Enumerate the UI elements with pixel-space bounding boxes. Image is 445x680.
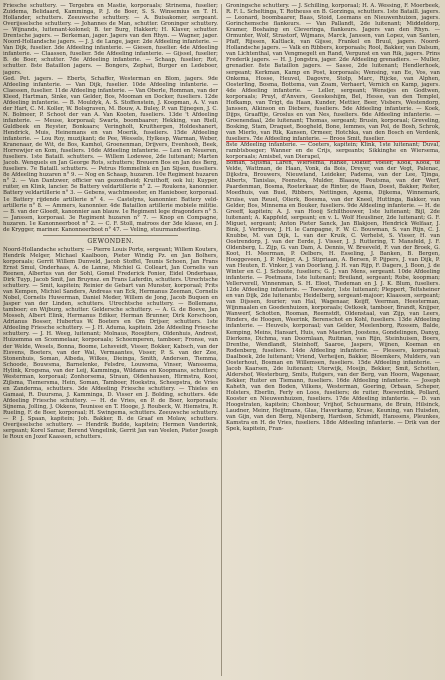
right-column (226, 3, 440, 677)
casualty-list-block: Groningsche schuttery. — J. Schilling, korporaal; H. A. Wessing, F. Moerbeek, R. F. L. Scheltinga, T. Rotheuss en B. Gorzinga, schutters. 1ste Bataill. jagers. — Leonard, boombaarer, Baas, Stoid, Leemans en Nieuwenhuizen, jagers. Gorinchemsche flankeurs. — Van Pallandt, 2de luitenant; Middeldorp, Kramer, Boshaing en Cleveringa, flankeurs. Jagers van den Rhyn. — Ormunter, Wolf, Strastorf, Wijmans, Marck, Janssen, van Lopez, van Santen, Pfaff, Rijssen, Kaltlack, van Gijsse, Frankel en Bruul, jagers. Noord-Hollandsche jagers. — Valk en Ribbers, korporaals; Rool, Bakker, van Dalsum, van Lichtenthal, van Vengmegelt en Rand, Vergunst en van Rik, jagers. Prins Frederik jagers. — H. J. Jongstra, jager. 2de Afdeeling grenadiers. — Muller, grenadier. 8ste Bataillon jagers. — Sasse, 2de luitenant; Hendlerhoek, sergeant; Kerkman, Kamp en Post, korporaals; Wensing, van Ee, Vos, van Onkema, Hosse, Heuvel, Dagovre, Stolp, Marc, Rijcke, van Alphen, Oosterling, Bosma, Bottema, van Zoam, Verhaert, Vernich en Kamp, jagers. 4de Afdeeling infanterie. — Leller, sergeant; Wensijes en Godtwen, korporaals; Pruyl, d'Anvers, Geeskeshijm, Bel, Hesse, van den Templel, Hofkamp, van Trigt, da Haan, Kunder, Mettier, Beer, Visbers, Westendorp, Janssen, Alkinson en Diebers, fuseliers. 5de Afdeeling infanterie. — Koek, Dijps, Graaffije, Groslus en van Nes, fuseliers. 6de Afdeeling infanterie. — Groenendaal, 2de luitenant; Thomas, sergeant; Brusin, korporaal; Greveling, Bosking, Stam, Draquet, Boogheld, Bone, Iemmes, van Pol, de Bosh, Schrok, van Mierlo, van Rik, Kansen, Ormeer, Hotchka, van den Bosch en Verdenk, fuseliers. 7de Afdeeling infanterie. — Broos Smit, fuselier. (226, 3, 440, 143)
column-divider (221, 4, 222, 676)
left-column (3, 3, 218, 677)
section-divider (43, 235, 178, 236)
casualty-list-block: Friesche schuttery. — Tergebra en Mastie, korporaals; Strinema, fuselier; Zuidema, Belidaard, Kamminga, P. J. de Boer, S. S. Winsemius en T. H. Hollander, schutters. Zeeuwsche schuttery. — A. Buisakomer, sergeant. Overijsselsche schuttery. — Johannes de Man, schutter. Groninger schuttery. — Wijnands, luitenant-kolonel; B. ter Burg, Hakkert; H. Klaver, schutter. Drentsche jagers. — Berkeman, jager. Jagers van den Rhyn. — Wagner, jager. Noord-Hollandsche jagers. — J. J. de Lange, jager. 2de Afdeeling infanterie. — Van Dijk, fuselier. 3de Afdeeling infanterie. — Giesen, fuselier. 4de Afdeeling infanterie. — Claassen, fuselier. 5de Afdeeling infanterie. — Gijssel, fuselier; B. de Boer, schutter. 7de Afdeeling infanterie. — Schaap, fuselier; Rot, schutter. 8ste Bataillon jagers. — Bongers, Zephat, Burger en Ledeboer, jagers. (3, 3, 218, 76)
section-heading: GEWONDEN. (87, 237, 134, 245)
casualty-list-block: Boman, Sijtsma, Laren, Wiersema, Ranke, Dokter, Voeler, Kook, Kook, te Velde, Wattman, de Haan, Vonk, da Bois, Dreyer, van der Vegt, Palenac, Dijkstra, Brouwers, Nieuwland, Leideker, Padema, van der Lee, Tjinga, Alberts, Tanislas, Feenstra, Mulder, Blaauw, Poutsma, van der Werf, Paardenman, Bosma, Roeterkaar, de Rinter, de Haan, Doest, Bakker, Reiter, Moedhuis, van Buel, Ribbers, Nettingen, Agema, Dijkema, Winnemark, Kruise, van Reuel, Olierk, Boesma, van der Kneel, Huttinga, Bakker, van Gelder, Bos, Minnema en Bouker, fuseliers. 9de Afdeeling infanterie. — H. de Greeff, kapitein; A. J. van Hooij Schilthouwer, 1ste luitenant; Bijl, 2de luitenant; A. Kappfeld, sergeant; en v. L. Wolf Heusliner, 2de luitenant; G. F. Miguet, sergeant; Anton Pieter Sanck, Jan Blakjoen, Hendrick Welfaar, J. Bink, J. Verbrouw, J. H. le Campagne, F. W. C. Bouwman, S. van Rijn, C. J. Knubbe, M. van Dijk, L. van der Kruik, C. Verhelst, S. Visser, H. van Oostrendorp, J. van der Eerde, J. Visser, J. J. Ruttering, T. Mansfeld, J. F. Oldenberg, L. Zijp, G. van Dam, A. Dennis, W. Breeveld, F. van der Broek, G. Koot, H. Meerman, P. Oelbers, H. Esseling, J. Banken, B. Bergen, Hooggeveen, J. P. Meijer, A. J. Stipriaan, A. Bersen, P. Pijpers, J. van Dijk, P. van Heuten, E. Vinker, J. van Doorlang, J. H. van Rijp, F. Dagers, J. Boon, J. de Winter en C. J. Schoute, fuseliers; G. J. van Mens, sergeant. 10de Afdeeling infanterie. — Poetmans, 1ste luitenant; Breiland, sergeant; Robe, koopman; Vellerverell, Vinnenman, S. H. Eloot, Tiedeman en J. J. K. Blum, fuseliers. 12de Afdeeling infanterie. — Toewater, 1ste luitenant; Pleppert, Teltsheiner en van Dijk, 2de luitenants; Heidelberg, sergeant-majoor; Klaassen, sergeant; van Dijssen, fourier; van Hal, Wagenaar, Keijff, Veerman, Heesterman, Wijnmaalen en Goedenhuizen, korporaals; Ostkoek, tamboer, Brandt, Knijper, Wanwerf, Schotten, Rooman, Reemstdt, Oldenstaal, van Zijp, van Leers, Rinders, de Hoogen, Weerink, Berenschot en Kohl, fuseliers. 13de Afdeeling infanterie. — Heuvels, korporaal; van Gelder, Meelenborg, Rossem, Balde, Kemping, Meins, Hansart, Huis, van Maerlen, Joostens, Gondelingen, Danyg, Dierkens, Dichma, van Doornlaan, Ruitman, van Rijn, Steinhuisen, Boers, Drenthe, Wendlandt, Steinhoff, Saaroe, Jaspers, Wijnen, Koeman en Rodenberg, fuseliers. 14de Afdeeling infanterie. — Plessers, korporaal; Daalboek, 2de luitenant; Vriend, Verheijen, Bakker, Bloemkers, Mulders, van Oosterhout, Bosman en Willemsen, fuseliers. 15de Afdeeling infanterie. — Jacob Kaarsen, 2de luitenant; Uterwijk, Mosijn, Bekker, Smit, Schotten, Aldershof, Westerburg, Smits, Rutgers, van der Berg, van Hoorn, Wagenaar, Bekker, Ruiter en Tiemann, fuseliers. 16de Afdeeling infanterie. — Joseph Kaheth, van den Boden, Vilkens, Westerman, Goering, Orbaan, Scheper, Holsters, Eberlin, Ferly en Loos, fuseliers; de ruiter, Roeverdink, Pollard, Kooster en Nieuwenhuizen, fuseliers. 17de Afdeeling infanterie. — D. van Hoogstraten, kapitein; Chonbour, Vrijhof, Schuurmans, de Bruin, Hilsinck, Laudner, Meinr, Heijtmans, Glas, Haverkamp, Kruse, Keuning, van Huisden, van Gijn, van den Berg, Nijenberg, Hardson, Schmidt, Hanssens, Pleunkes, Kamstra en H. de Vries, fuseliers. 18de Afdeeling infanterie. — Drik van der Spek, kapitein, Fran- (226, 160, 440, 433)
highlighted-passage[interactable]: 8ste Afdeeling infanterie. — Coeters, kapitein; Klink, 1ste luitenant; Duval, rambtsboeger; Wanner en de Crijs, sergeants; Sikkinghe en Wiersema, korporaals; Amisbel, van Dierapel, (226, 142, 440, 161)
casualty-list-block: Noord-Hollandsche schuttery. — Pierre Louis Porte, sergeant; Willem Kouters, Hendrik Melger, Michael Kaalboon, Pieter Windig Pz. en Jan Bolhers, korporaals; Gerrit Willem Dunveld, Jacob Stoffel, Teunis Schoen, Jan Frans Ernst Smul, Onderhaas, A. de Lanne, Michiel G. Colleart, Jan Cornelis van Reenen, Albertus van der Sohl, Gomel Frederick Fonier, Eidel Onderhaas, Dirk Tuyp, Jacob Smit, Jan Bruynsz. en Frans Laferdin, schutters. Utrechtsche schuttery. — Smit, kapitein; Reinier de Gebart van Munster, korporaal; Frits van Kempen, Michiel Sanders, Andreas van Eck, Hermanus Zeeman, Cornelis Nobel, Cornelis Huwerman, Daniel Meder, Willem de Jong, Jacob Buquen en Jasper van der Linden, schutters. Utrechtsche schuttery. — Bollemans, tamboer; en Wijburg, schutter. Geldersche schuttery. — A. G. de Boeve, Jan Mosseh, Albert Elink, Hermanus Ediker, Herman Brunner, Dirk Korschoon, Adrianus Bosser, Hubertus W. Boeters en Om Drijser, schutters. 1ste Afdeeling Friesche schuttery. — J. H. Aduma, kapitein. 2de Afdeeling Friesche schuttery. — J. H. Weeg, luitenant; Molnaus, Roosjiters, Oldenhuis, Andrest, Huizemma en Scommelaar, korporaals; Schoemperen, tamboer; Fronse, van der Welde, Wesels, Bonna, Boome, Lehsveidt, Visser, Bokker, Kabsch, van der Eisvens, Boeters, van der Wal, Vermaantes, Visser, P. S. van der Zee, Stonenhuis, Soman, Albeda, Wilkes, Dieinga, Smith, Andersen, Tiemma, Schoode, Bouwsma, Barnelenke, Felsdre, Louwsma, Vinser, Wanssema, Hylink, Krogsma, van der Leij, Kamminga, Wildama en Koopmans, schutters; Westerman, korporaal; Zonhorsema, Straun, Oldenhausen, Hirmstra, Kooi, Zijlsma, Tiemersma, Hein, Soman, Tamboer, Hoekstra, Scheepstra, de Vries en Zanderma, schutters. 3de Afdeeling Friesche schuttery. — Thieles en Gamaai, R. Duursma, J. Kamminga, D. Visser en J. Bolding, schutters. 4de Afdeeling Friesche schuttery. — H. de Vries, en P. de Boer, korporaals; Sijnema, Jolling, J. Okkens, Teunisse en T. Hooge, J. Roubeck, W. Hiemstra, R. Rueling, F. de Boer, korporaal; H. Swingema, schutters. Zeeuwsche schuttery. — P. J. Spaan, kapitein; Joh. Bakker, B. de Graaf en Molaw, schutters. Overijsselsche schuttery. — Hendrik Budde, kapitein; Hermen Vanderink, sergeant; Korel Samar, Berend Vengelink, Gerrit Jan van Veelen, Pieter Joseph le Roux en Jozef Kaassen, schutters. (3, 246, 218, 441)
casualty-list-block: Ged. Pet. jagers. — Eberts, Schaffer, Westerman en Blom, jagers. 9de Afdeeling infanterie. — Van Dijk, fuselier. 10de Afdeeling infanterie. — Claessen, fuselier. 11de Afdeeling infanterie. — Van Oberle, Romman, van der Kleed, Hartman, Sinke, van Gelder, Bos, Mooman en Docker, fuseliers. 12de Afdeeling infanterie. — B. Mouldyk, A. S. Stoffenstein, J. Koopman, A. V. van der Hart, C. M. Koller, W. Bolsgraven, M. Bouw, A. Buley, P. van Eijnegen, J. C. N. Bolmeer, P. Schoot der van A. Van Kooten, fuseliers. 13de 't Afdeeling infanterie. — Meuse, korporaal; Swarts, boombaarer; Hekking, van Riell, Guldbeek en Reyster, Bonkaars; Veringholt, Kruithergen, Holdeshanert, Hendrick, Muis, Heinemans en van Moerik, fuseliers. 15de Afdeeling infanterie. — Lou Roy, muzijkant; de Pee, Wessels, Hylkesp, Warman, Weber, Kranenaar, de Wit, de Bos, Kamhol, Groenenman, Drijvers, Evenhooh, Beek, Horrewijer en Kom, fuseliers. 16de Afdeeling infanterie. — Lexi en Neueren, fuseliers. 1ste Bataill. schutters. — Willem Lodewee, 2de luitenant; Marten Jacob. Wenquels en Jan George Rots, schutters; Breuern Bos en Jan des Berg, fuseliers. 7e Bataill. schutters. — Petrus Hommelink en Jan Sijsen, fuseliers. 8e Afdeeling huzaren n° 9. — Nog en Schaap, huzaren. 10e Regiment huzaren n° 2. — Van Dantzwer, officier van gezondheid; Kruithoff, ook lui; Kuyper, ruiter, en Klink, lancier. 5e Battery veldartillerie n° 2. — Roukens, kanonnier. Battery veldartillerie n° 3. — Gebens, wachtmeester, en Hanieboer, korporaal. 1e Battery rijdende artillerie n° 4. — Castelyns, kanonnier. Battery veld-artillerie n° 8. — Ammers, kanonnier. 4de Bataillon artillerie mobiele militie. — B. van der Gloedt, kanonnier aan blauw. 1e Regiment lege dragonders n° 5. — Janssen, korporaal. 3e Regiment huzaren n° 7. — Knop en Compagne, huzaren. 1e Kanonneerboot n° 2. — C. F. Stoll, matroos der 3de klasse, en J. de Krygger, mariner. Kanonneerboot n° 47. — Veling, stuurmandserling. (3, 75, 218, 233)
